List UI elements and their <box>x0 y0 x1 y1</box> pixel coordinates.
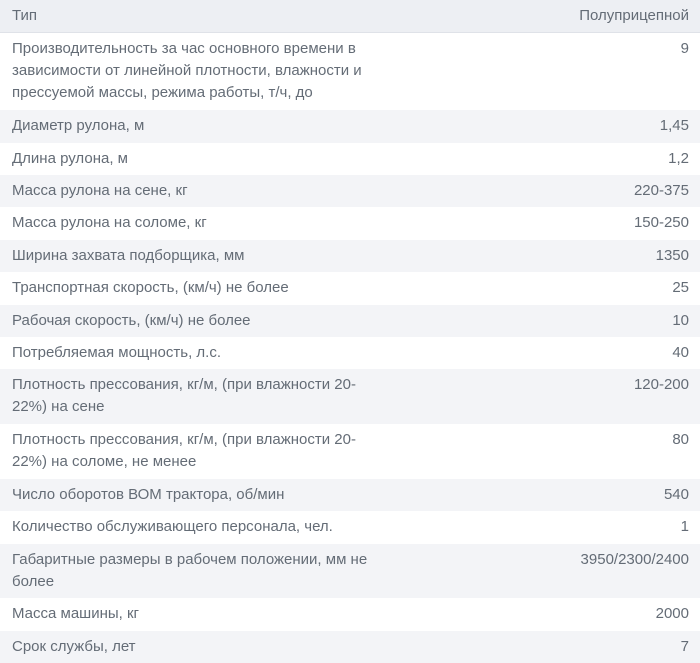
spec-parameter-label: Число оборотов ВОМ трактора, об/мин <box>12 485 285 503</box>
spec-parameter-value: 540 <box>663 485 689 503</box>
spec-row <box>0 479 700 511</box>
spec-parameter-label: Диаметр рулона, м <box>12 117 145 135</box>
spec-parameter-label: Срок службы, лет <box>12 637 136 655</box>
spec-parameter-value: 7 <box>680 637 689 655</box>
spec-parameter-value: 220-375 <box>633 182 689 200</box>
spec-row <box>0 272 700 304</box>
spec-parameter-value: 1,45 <box>659 117 689 135</box>
spec-parameter-value: 10 <box>672 311 689 329</box>
spec-row <box>0 240 700 272</box>
spec-parameter-label: Количество обслуживающего персонала, чел. <box>12 518 333 536</box>
spec-parameter-label: Габаритные размеры в рабочем положении, мм не более <box>12 550 368 590</box>
spec-parameter-value: 40 <box>672 344 689 362</box>
spec-row <box>0 631 700 663</box>
spec-parameter-label: Длина рулона, м <box>12 149 128 167</box>
spec-parameter-label: Ширина захвата подборщика, мм <box>12 246 245 264</box>
spec-row <box>0 207 700 239</box>
spec-parameter-value: 1350 <box>655 246 689 264</box>
spec-parameter-label: Плотность прессования, кг/м, (при влажности 20-22%) на сене <box>12 376 356 416</box>
spec-row <box>0 33 700 110</box>
spec-parameter-value: 1,2 <box>668 149 689 167</box>
spec-row <box>0 369 700 424</box>
spec-parameter-value: Полуприцепной <box>392 0 700 33</box>
spec-parameter-value: 150-250 <box>633 214 689 232</box>
spec-row <box>0 424 700 479</box>
spec-parameter-label: Производительность за час основного времени в зависимости от линейной плотности, влажности и прессуемой массы, режима работы, т/ч, до <box>12 40 362 102</box>
spec-header-row <box>0 0 700 33</box>
spec-row <box>0 598 700 630</box>
spec-parameter-label: Масса машины, кг <box>12 605 140 623</box>
spec-row <box>0 143 700 175</box>
spec-row <box>0 305 700 337</box>
spec-parameter-label: Масса рулона на соломе, кг <box>12 214 207 232</box>
spec-parameter-value: 80 <box>672 431 689 449</box>
spec-parameter-label: Плотность прессования, кг/м, (при влажности 20-22%) на соломе, не менее <box>12 431 356 471</box>
spec-row <box>0 175 700 207</box>
spec-row <box>0 337 700 369</box>
spec-parameter-label: Масса рулона на сене, кг <box>12 182 188 200</box>
spec-row <box>0 544 700 599</box>
spec-parameter-value: 120-200 <box>633 376 689 394</box>
spec-parameter-label: Рабочая скорость, (км/ч) не более <box>12 311 251 329</box>
spec-parameter-value: 25 <box>672 279 689 297</box>
spec-parameter-label: Транспортная скорость, (км/ч) не более <box>12 279 289 297</box>
spec-parameter-value: 1 <box>680 518 689 536</box>
spec-parameter-label: Потребляемая мощность, л.с. <box>12 344 221 362</box>
spec-parameter-value: 2000 <box>655 605 689 623</box>
spec-row <box>0 110 700 142</box>
spec-row <box>0 511 700 543</box>
spec-parameter-value: 9 <box>680 40 689 58</box>
spec-parameter-label: Тип <box>0 0 392 33</box>
spec-parameter-value: 3950/2300/2400 <box>580 550 689 568</box>
